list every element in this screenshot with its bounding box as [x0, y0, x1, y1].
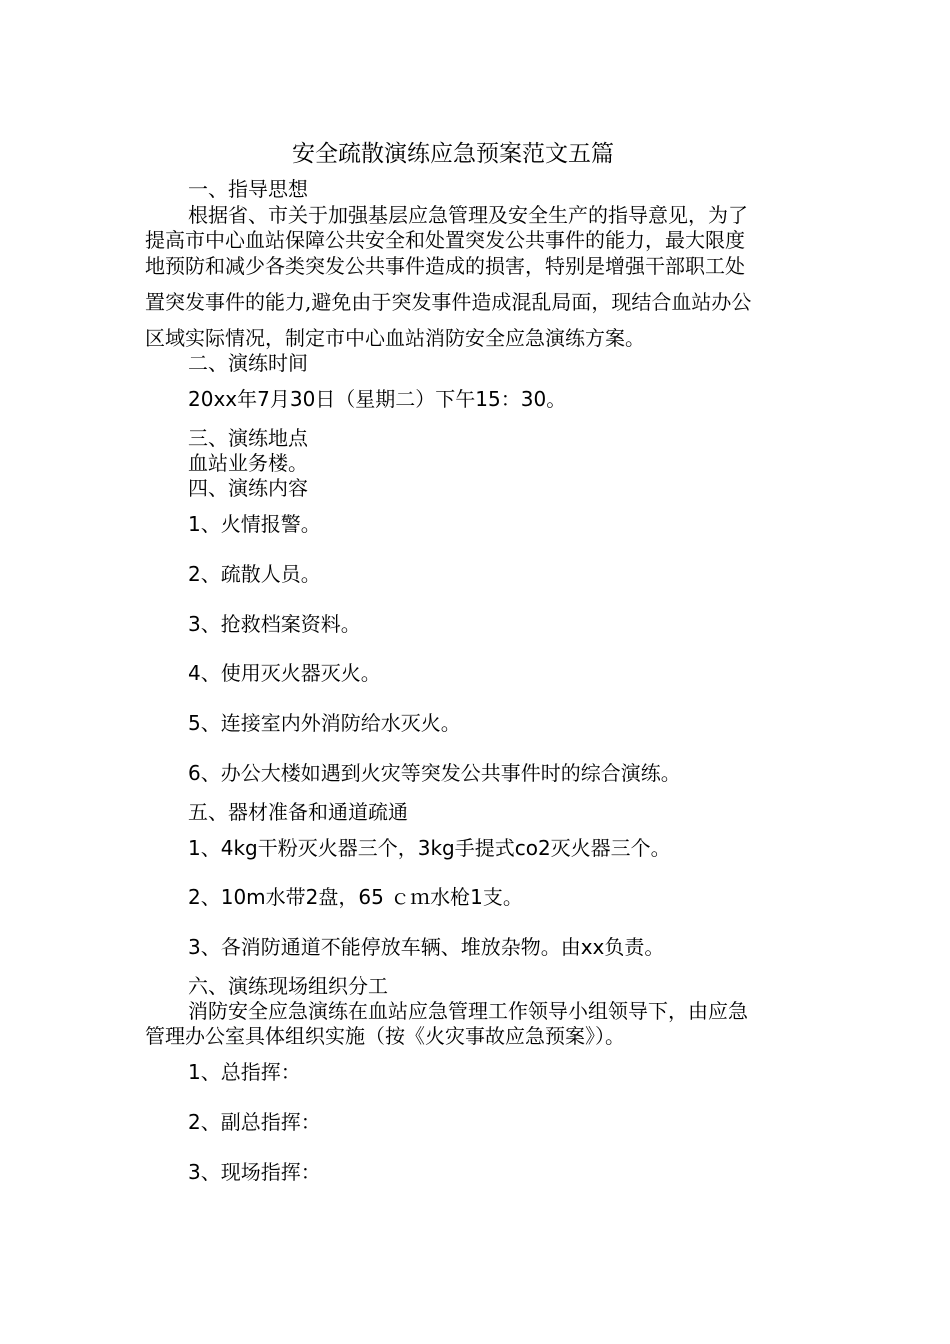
- section-1-heading: 一、指导思想: [188, 177, 308, 201]
- list-item: 1、总指挥：: [188, 1060, 301, 1084]
- section-4-heading: 四、演练内容: [188, 476, 308, 500]
- list-item: 1、火情报警。: [188, 512, 321, 536]
- drill-location-text: 血站业务楼。: [188, 451, 308, 475]
- list-item: 1、4kg干粉灭火器三个，3kg手提式co2灭火器三个。: [188, 836, 671, 860]
- list-item: 6、办公大楼如遇到火灾等突发公共事件时的综合演练。: [188, 761, 681, 785]
- list-item: 2、疏散人员。: [188, 562, 321, 586]
- list-item: 3、抢救档案资料。: [188, 612, 361, 636]
- list-item: 2、10m水带2盘，65 ｃｍ水枪1支。: [188, 885, 523, 909]
- section-6-heading: 六、演练现场组织分工: [188, 974, 388, 998]
- section-3-heading: 三、演练地点: [188, 426, 308, 450]
- list-item: 2、副总指挥：: [188, 1110, 321, 1134]
- list-item: 4、使用灭火器灭火。: [188, 661, 381, 685]
- paragraph-line: 置突发事件的能力,避免由于突发事件造成混乱局面，现结合血站办公: [145, 290, 752, 314]
- paragraph-line: 消防安全应急演练在血站应急管理工作领导小组领导下，由应急: [188, 999, 748, 1023]
- section-5-heading: 五、器材准备和通道疏通: [188, 800, 408, 824]
- list-item: 3、现场指挥：: [188, 1160, 321, 1184]
- paragraph-line: 地预防和减少各类突发公共事件造成的损害，特别是增强干部职工处: [145, 254, 745, 278]
- paragraph-line: 区域实际情况，制定市中心血站消防安全应急演练方案。: [145, 326, 645, 350]
- document-title: 安全疏散演练应急预案范文五篇: [292, 141, 614, 167]
- list-item: 5、连接室内外消防给水灭火。: [188, 711, 461, 735]
- paragraph-line: 根据省、市关于加强基层应急管理及安全生产的指导意见，为了: [188, 203, 748, 227]
- paragraph-line: 提高市中心血站保障公共安全和处置突发公共事件的能力，最大限度: [145, 228, 745, 252]
- paragraph-line: 管理办公室具体组织实施（按《火灾事故应急预案》）。: [145, 1024, 625, 1048]
- drill-time-text: 20xx年7月30日（星期二）下午15：30。: [188, 387, 567, 411]
- list-item: 3、各消防通道不能停放车辆、堆放杂物。由xx负责。: [188, 935, 665, 959]
- section-2-heading: 二、演练时间: [188, 351, 308, 375]
